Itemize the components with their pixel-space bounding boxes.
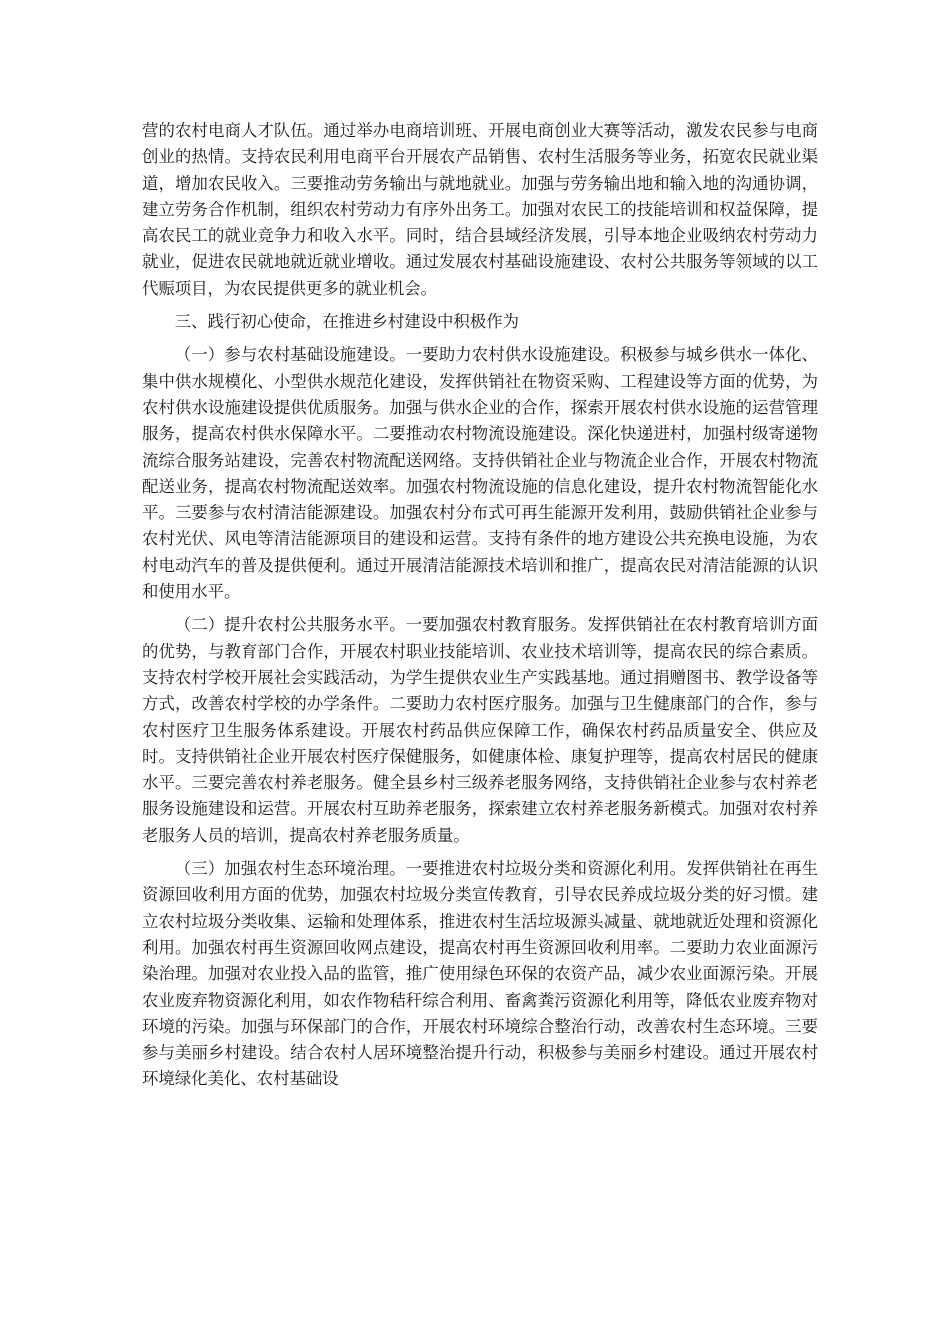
paragraph-infrastructure: （一）参与农村基础设施建设。一要助力农村供水设施建设。积极参与城乡供水一体化、集中供水规模化、小型供水规范化建设，发挥供销社在物资采购、工程建设等方面的优势，为农村供水设施建设提供优质服务。加强与供水企业的合作，探索开展农村供水设施的运营管理服务，提高农村供水保障水平。二要推动农村物流设施建设。深化快递进村，加强村级寄递物流综合服务站建设，完善农村物流配送网络。支持供销社企业与物流企业合作，开展农村物流配送业务，提高农村物流配送效率。加强农村物流设施的信息化建设，提升农村物流智能化水平。三要参与农村清洁能源建设。加强农村分布式可再生能源开发利用，鼓励供销社企业参与农村光伏、风电等清洁能源项目的建设和运营。支持有条件的地方建设公共充换电设施，为农村电动汽车的普及提供便利。通过开展清洁能源技术培训和推广，提高农民对清洁能源的认识和使用水平。 bbox=[142, 345, 818, 602]
section-heading: 三、践行初心使命，在推进乡村建设中积极作为 bbox=[174, 312, 519, 332]
paragraph-gap bbox=[142, 849, 818, 856]
paragraph-gap bbox=[142, 335, 818, 342]
paragraph-public-services: （二）提升农村公共服务水平。一要加强农村教育服务。发挥供销社在农村教育培训方面的优势，与教育部门合作，开展农村职业技能培训、农业技术培训等，提高农民的综合素质。支持农村学校开展社会实践活动，为学生提供农业生产实践基地。通过捐赠图书、教学设备等方式，改善农村学校的办学条件。二要助力农村医疗服务。加强与卫生健康部门的合作，参与农村医疗卫生服务体系建设。开展农村药品供应保障工作，确保农村药品质量安全、供应及时。支持供销社企业开展农村医疗保健服务，如健康体检、康复护理等，提高农村居民的健康水平。三要完善农村养老服务。健全县乡村三级养老服务网络，支持供销社企业参与农村养老服务设施建设和运营。开展农村互助养老服务，探索建立农村养老服务新模式。加强对农村养老服务人员的培训，提高农村养老服务质量。 bbox=[142, 615, 818, 845]
paragraph-continued: 营的农村电商人才队伍。通过举办电商培训班、开展电商创业大赛等活动，激发农民参与电商创业的热情。支持农民利用电商平台开展农产品销售、农村生活服务等业务，拓宽农民就业渠道，增加农民收入。三要推动劳务输出与就地就业。加强与劳务输出地和输入地的沟通协调，建立劳务合作机制，组织农村劳动力有序外出务工。加强对农民工的技能培训和权益保障，提高农民工的就业竞争力和收入水平。同时，结合县域经济发展，引导本地企业吸纳农村劳动力就业，促进农民就地就近就业增收。通过发展农村基础设施建设、农村公共服务等领域的以工代赈项目，为农民提供更多的就业机会。 bbox=[142, 121, 818, 298]
paragraph-gap bbox=[142, 605, 818, 612]
document-body bbox=[142, 118, 818, 1093]
paragraph-ecology: （三）加强农村生态环境治理。一要推进农村垃圾分类和资源化利用。发挥供销社在再生资源回收利用方面的优势，加强农村垃圾分类宣传教育，引导农民养成垃圾分类的好习惯。建立农村垃圾分类收集、运输和处理体系，推进农村生活垃圾源头减量、就地就近处理和资源化利用。加强农村再生资源回收网点建设，提高农村再生资源回收利用率。二要助力农业面源污染治理。加强对农业投入品的监管，推广使用绿色环保的农资产品，减少农业面源污染。开展农业废弃物资源化利用，如农作物秸秆综合利用、畜禽粪污资源化利用等，降低农业废弃物对环境的污染。加强与环保部门的合作，开展农村环境综合整治行动，改善农村生态环境。三要参与美丽乡村建设。结合农村人居环境整治提升行动，积极参与美丽乡村建设。通过开展农村环境绿化美化、农村基础设 bbox=[142, 859, 818, 1089]
paragraph-gap bbox=[142, 302, 818, 309]
